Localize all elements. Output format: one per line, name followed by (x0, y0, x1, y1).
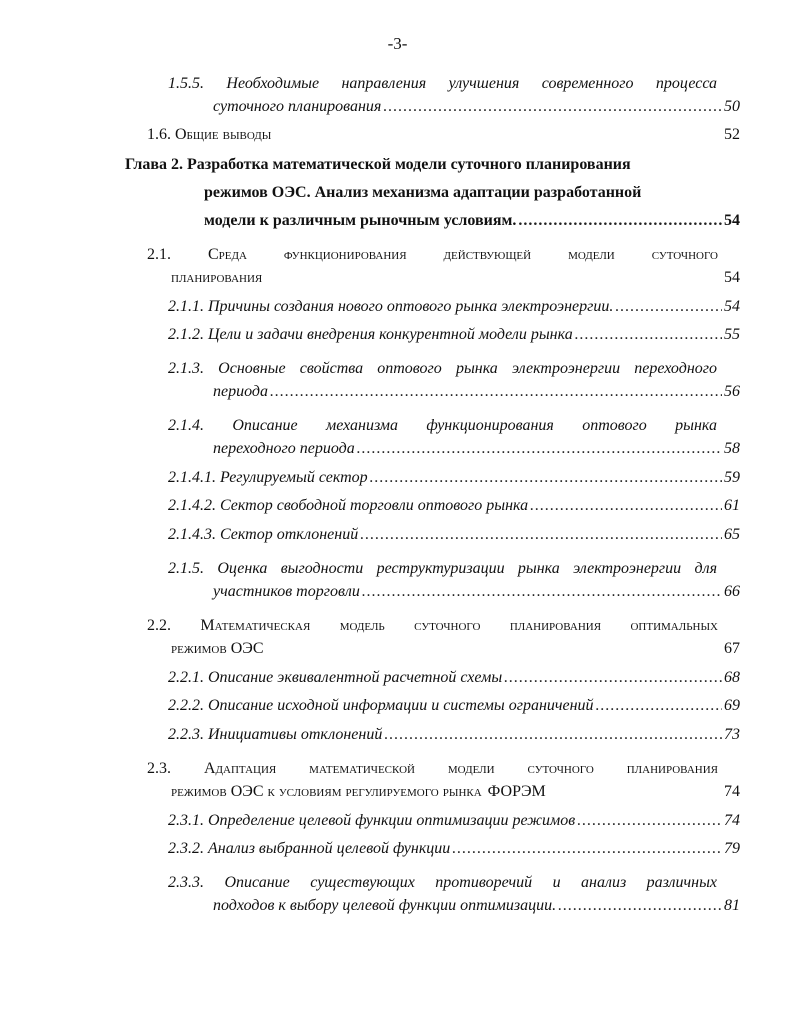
toc-page-number: 66 (724, 583, 740, 600)
toc-entry-2-1-1 (168, 298, 740, 326)
toc-page-number: 61 (724, 497, 740, 514)
toc-entry-title: 2.1.4.2. Сектор свободной торговли оптового рынка (168, 497, 529, 514)
toc-entry-title: 2.1.1. Причины создания нового оптового рынка электроэнергии. (168, 298, 614, 315)
toc-chapter-2-line1 (125, 156, 740, 184)
dot-leader (577, 812, 722, 830)
toc-chapter-2-line2 (204, 184, 740, 212)
dot-leader (357, 440, 722, 458)
toc-entry-title: 2.3.2. Анализ выбранной целевой функции (168, 840, 451, 857)
toc-page-number: 50 (724, 98, 740, 115)
toc-entry-2-1 (171, 269, 740, 297)
toc-entry-2-1-5 (213, 583, 740, 611)
toc-chapter-2 (204, 212, 740, 240)
toc-entry-2-1-4-2 (168, 497, 740, 525)
toc-entry-2-1-4 (213, 440, 740, 468)
toc-entry-title: 2.2.2. Описание исходной информации и системы ограничений (168, 697, 594, 714)
toc-entry-title: Глава 2. Разработка математической модели суточного планирования (125, 156, 631, 173)
dot-leader (504, 669, 722, 687)
toc-page-number: 68 (724, 669, 740, 686)
toc-entry-title: 2.1.2. Цели и задачи внедрения конкурентной модели рынка (168, 326, 573, 343)
toc-page-number: 73 (724, 726, 740, 743)
toc-page-number: 58 (724, 440, 740, 457)
toc-entry-2-2 (171, 640, 740, 668)
toc-entry-title: 2.1.4.3. Сектор отклонений (168, 526, 359, 543)
toc-entry-title: периода (213, 383, 268, 400)
toc-entry-2-3-3 (213, 897, 740, 925)
dot-leader (558, 897, 722, 915)
toc-entry-title: режимов ОЭС к условиям регулируемого рынка (171, 783, 482, 800)
toc-entry-2-3-2 (168, 840, 740, 868)
toc-entry-2-1-4-1 (168, 469, 740, 497)
toc-entry-2-2-3 (168, 726, 740, 754)
toc-page-number: 52 (724, 126, 740, 143)
toc-entry-title: 2.2.1. Описание эквивалентной расчетной схемы (168, 669, 503, 686)
toc-entry-title: переходного периода (213, 440, 355, 457)
toc-entry-2-1-5-line1: 2.1.5. Оценка выгодности реструктуризации рынка электроэнергии для (168, 560, 717, 577)
toc-entry-1-6 (147, 126, 740, 154)
toc-entry-1-5-5-line1: 1.5.5. Необходимые направления улучшения современного процесса (168, 75, 717, 92)
toc-entry-title: режимов ОЭС. Анализ механизма адаптации разработанной (204, 184, 642, 201)
toc-entry-2-3 (171, 783, 740, 811)
toc-page-number: 81 (724, 897, 740, 914)
toc-page-number: 79 (724, 840, 740, 857)
dot-leader (575, 326, 722, 344)
toc-page-number: 59 (724, 469, 740, 486)
dot-leader (384, 726, 722, 744)
toc-entry-1-5-5 (213, 98, 740, 126)
toc-page-number: 65 (724, 526, 740, 543)
toc-entry-title: планирования (171, 269, 263, 286)
toc-entry-title: 2.3.1. Определение целевой функции оптимизации режимов (168, 812, 576, 829)
toc-page-number: 54 (724, 212, 740, 229)
dot-leader (615, 298, 722, 316)
toc-entry-title: участников торговли (213, 583, 360, 600)
toc-entry-title: 2.2.3. Инициативы отклонений (168, 726, 383, 743)
toc-entry-title: модели к различным рыночным условиям. (204, 212, 517, 229)
dot-leader (518, 212, 722, 230)
dot-leader (596, 697, 722, 715)
dot-leader (383, 98, 722, 116)
toc-page-number: 69 (724, 697, 740, 714)
toc-entry-2-2-1 (168, 669, 740, 697)
dot-leader (270, 383, 722, 401)
toc-page-number: 54 (724, 269, 740, 286)
toc-entry-2-1-3-line1: 2.1.3. Основные свойства оптового рынка электроэнергии переходного (168, 360, 717, 377)
dot-leader (370, 469, 722, 487)
page-number: -3- (387, 34, 408, 53)
toc-page-number: 55 (724, 326, 740, 343)
toc-entry-2-2-line1: 2.2. Математическая модель суточного планирования оптимальных (147, 617, 718, 634)
toc-page-number: 54 (724, 298, 740, 315)
toc-entry-2-1-4-3 (168, 526, 740, 554)
toc-entry-2-1-line1: 2.1. Среда функционирования действующей модели суточного (147, 246, 718, 263)
toc-entry-title: подходов к выбору целевой функции оптимизации. (213, 897, 557, 914)
toc-entry-2-1-4-line1: 2.1.4. Описание механизма функционирования оптового рынка (168, 417, 717, 434)
toc-entry-2-3-1 (168, 812, 740, 840)
toc-entry-title: 2.1.4.1. Регулируемый сектор (168, 469, 368, 486)
toc-entry-2-3-line1: 2.3. Адаптация математической модели суточного планирования (147, 760, 718, 777)
toc-entry-title: 1.6. Общие выводы (147, 126, 272, 143)
toc-entry-title: режимов ОЭС (171, 640, 264, 657)
dot-leader (360, 526, 722, 544)
toc-entry-2-2-2 (168, 697, 740, 725)
toc-page-number: 74 (724, 812, 740, 829)
toc-entry-2-1-3 (213, 383, 740, 411)
toc-page-number: 74 (724, 783, 740, 800)
toc-entry-acronym: ФОРЭМ (487, 783, 546, 800)
toc-entry-2-1-2 (168, 326, 740, 354)
toc-entry-2-3-3-line1: 2.3.3. Описание существующих противоречий и анализ различных (168, 874, 717, 891)
dot-leader (530, 497, 722, 515)
toc-page-number: 67 (724, 640, 740, 657)
toc-entry-title: суточного планирования (213, 98, 382, 115)
dot-leader (452, 840, 722, 858)
toc-page-number: 56 (724, 383, 740, 400)
dot-leader (362, 583, 722, 601)
